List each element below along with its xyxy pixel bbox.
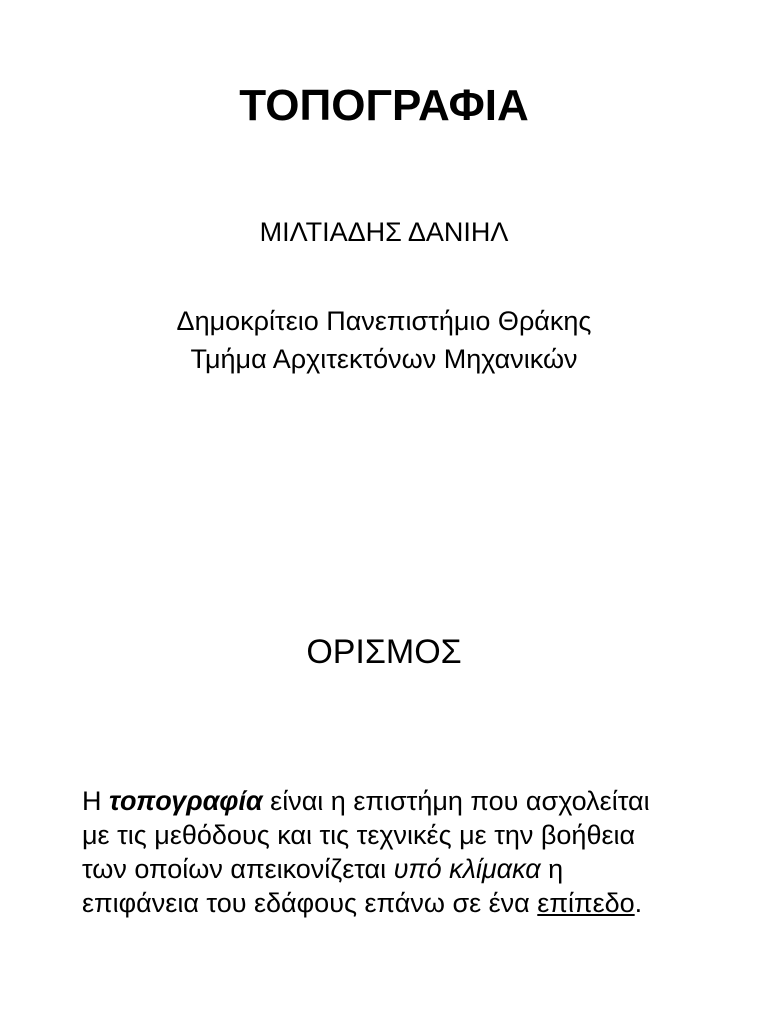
definition-line-2: με τις μεθόδους και τις τεχνικές με την βοήθεια	[82, 820, 636, 850]
definition-heading: ΟΡΙΣΜΟΣ	[306, 633, 462, 671]
text-segment: επιφάνεια του εδάφους επάνω σε ένα	[82, 888, 538, 918]
definition-line-3	[82, 852, 742, 886]
text-segment: .	[634, 888, 643, 918]
term-scale: υπό κλίμακα	[393, 854, 541, 884]
text-segment: είναι η επιστήμη που ασχολείται	[262, 786, 650, 816]
university-name: Δημοκρίτειο Πανεπιστήμιο Θράκης	[176, 306, 592, 336]
term-plane: επίπεδο	[537, 888, 635, 918]
department-name: Τμήμα Αρχιτεκτόνων Μηχανικών	[190, 344, 578, 374]
text-segment: των οποίων απεικονίζεται	[82, 854, 394, 884]
definition-line-4	[82, 886, 742, 920]
definition-paragraph	[82, 784, 742, 920]
document-title: ΤΟΠΟΓΡΑΦΙΑ	[239, 81, 529, 130]
affiliation	[0, 302, 768, 378]
text-segment: Η	[82, 786, 109, 816]
definition-line-1	[82, 784, 742, 818]
text-segment: η	[540, 854, 564, 884]
author-name: ΜΙΛΤΙΑΔΗΣ ΔΑΝΙΗΛ	[259, 217, 509, 247]
term-topography: τοπογραφία	[109, 786, 263, 816]
